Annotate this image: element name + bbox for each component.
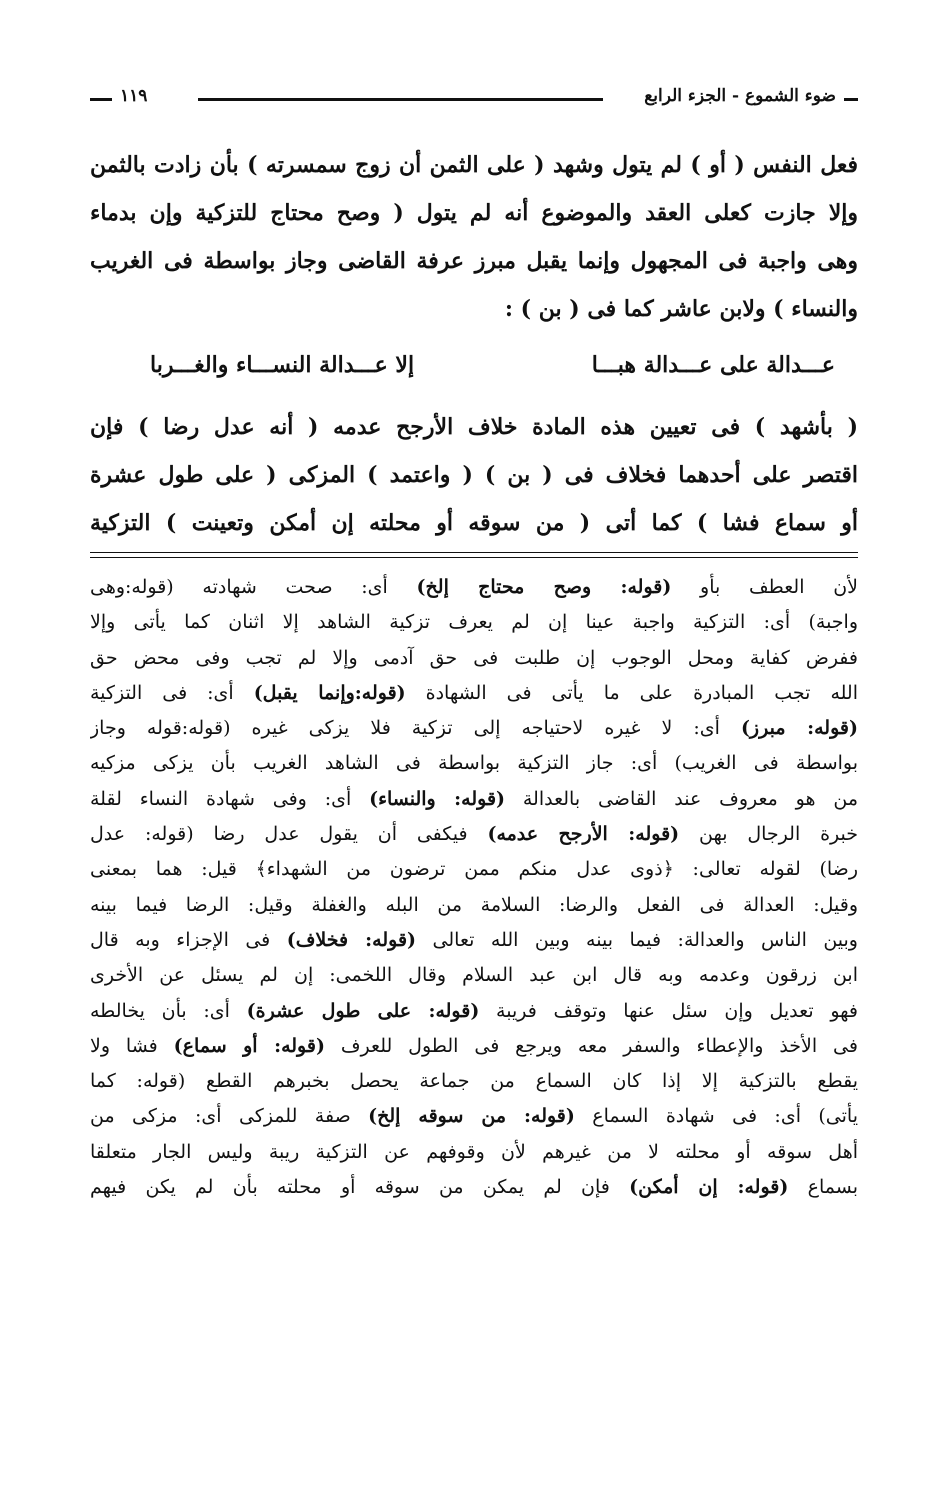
commentary-line: ابن زرقون وعدمه وبه قال ابن عبد السلام وقال اللخمى: إن لم يسئل عن الأخرى	[90, 964, 858, 987]
commentary-line: وبين الناس والعدالة: فيما بينه وبين الله تعالى (قوله: فخلاف) فى الإجزاء وبه قال	[90, 928, 858, 951]
running-header	[90, 86, 858, 114]
commentary-line: فهو تعديل وإن سئل عنها وتوقف فريبة (قوله: على طول عشرة) أى: بأن يخالطه	[90, 999, 858, 1022]
verse-hemistich-first: عـــدالة على عـــدالة هبـــا	[591, 352, 835, 378]
main-text-continued	[90, 403, 858, 547]
section-divider-top	[90, 552, 858, 553]
commentary-line: خبرة الرجال بهن (قوله: الأرجح عدمه) فيكفى أن يقول عدل رضا (قوله: عدل	[90, 823, 858, 846]
commentary-line: رضا) لقوله تعالى: ﴿ذوى عدل منكم ممن ترضون من الشهداء﴾ قيل: هما بمعنى	[90, 858, 858, 881]
header-rule	[198, 98, 603, 101]
header-title: ضوء الشموع - الجزء الرابع	[644, 86, 836, 106]
commentary-line: وقيل: العدالة فى الفعل والرضا: السلامة من البله والغفلة وقيل: الرضا فيما بينه	[90, 893, 858, 916]
section-divider-bottom	[90, 557, 858, 558]
commentary-line: بسماع (قوله: إن أمكن) فإن لم يمكن من سوقه أو محلته بأن لم يكن فيهم	[90, 1176, 858, 1199]
commentary-block	[90, 570, 858, 1205]
commentary-line: أهل سوقه أو محلته لا من غيرهم لأن وقوفهم عن التزكية ريبة وليس الجار متعلقا	[90, 1140, 858, 1163]
commentary-line: بواسطة فى الغريب) أى: جاز التزكية بواسطة فى الشاهد الغريب بأن يزكى مزكيه	[90, 752, 858, 775]
commentary-line: فى الأخذ والإعطاء والسفر معه ويرجع فى الطول للعرف (قوله: أو سماع) فشا ولا	[90, 1034, 858, 1057]
main-text-block	[90, 141, 858, 333]
commentary-line: يأتى) أى: فى شهادة السماع (قوله: من سوقه إلخ) صفة للمزكى أى: مزكى من	[90, 1105, 858, 1128]
main-text-line: أو سماع فشا ) كما أتى ( من سوقه أو محلته إن أمكن وتعينت ) التزكية	[90, 510, 858, 536]
poetry-verse	[120, 342, 835, 390]
main-text-line: وهى واجبة فى المجهول وإنما يقبل مبرز عرفة القاضى وجاز بواسطة فى الغريب	[90, 248, 858, 274]
commentary-line: لأن العطف بأو (قوله: وصح محتاج إلخ) أى: صحت شهادته (قوله:وهى	[90, 576, 858, 598]
main-text-line: فعل النفس ( أو ) لم يتول وشهد ( على الثمن أن زوج سمسرته ) بأن زادت بالثمن	[90, 152, 858, 178]
commentary-line: ففرض كفاية ومحل الوجوب إن طلبت فى حق آدمى وإلا لم تجب وفى محض حق	[90, 646, 858, 669]
main-text-line: والنساء ) ولابن عاشر كما فى ( بن ) :	[504, 296, 858, 322]
commentary-line: من هو معروف عند القاضى بالعدالة (قوله: والنساء) أى: وفى شهادة النساء لقلة	[90, 787, 858, 810]
commentary-line: واجبة) أى: التزكية واجبة عينا إن لم يعرف تزكية الشاهد إلا اثنان كما يأتى وإلا	[90, 611, 858, 634]
commentary-line: (قوله: مبرز) أى: لا غيره لاحتياجه إلى تزكية فلا يزكى غيره (قوله:قوله وجاز	[90, 717, 858, 740]
main-text-line: ( بأشهد ) فى تعيين هذه المادة خلاف الأرجح عدمه ( أنه عدل رضا ) فإن	[90, 414, 858, 440]
main-text-line: وإلا جازت كعلى العقد والموضوع أنه لم يتول ( وصح محتاج للتزكية وإن بدماء	[90, 200, 858, 226]
commentary-line: يقطع بالتزكية إلا إذا كان السماع من جماعة يحصل بخبرهم القطع (قوله: كما	[90, 1070, 858, 1093]
page-number: ١١٩	[120, 86, 148, 106]
header-dash-right	[844, 98, 858, 101]
main-text-line: اقتصر على أحدهما فخلاف فى ( بن ) ( واعتمد ) المزكى ( على طول عشرة	[90, 462, 858, 488]
commentary-line: الله تجب المبادرة على ما يأتى فى الشهادة (قوله:وإنما يقبل) أى: فى التزكية	[90, 681, 858, 704]
header-dash-left	[90, 98, 112, 101]
verse-hemistich-second: إلا عـــدالة النســـاء والغـــربا	[150, 352, 415, 378]
